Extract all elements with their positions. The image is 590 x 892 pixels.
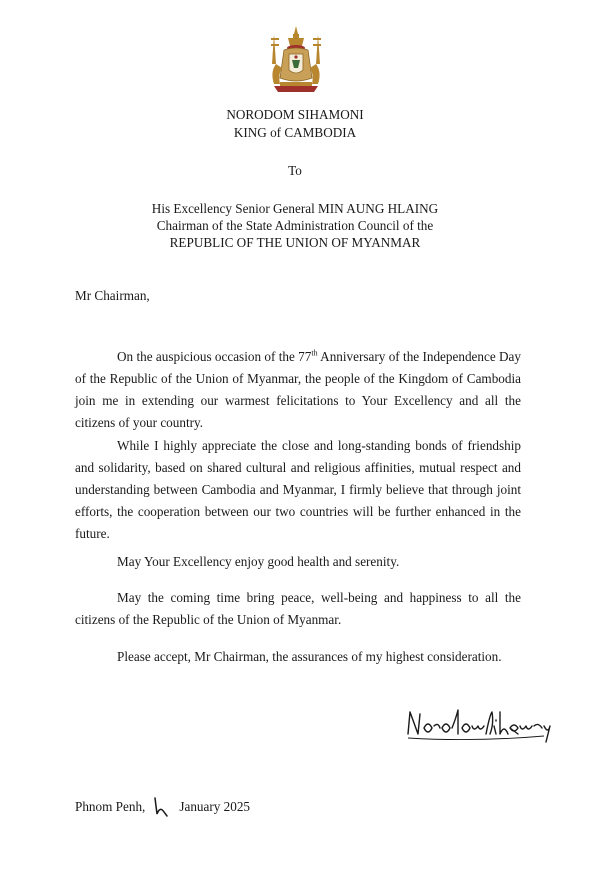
paragraph-cooperation: While I highly appreciate the close and long-standing bonds of friendship and solidarity, based on shared cultural and religious affinities, mutual respect and understanding between Cambodia and Myanmar, I firmly believe that through joint efforts, the cooperation between our two countries will be further enhanced in the future. [75,438,521,541]
paragraph-wishes-health: May Your Excellency enjoy good health and serenity. [117,554,400,569]
handwritten-day-mark [151,796,175,818]
paragraph-closing: Please accept, Mr Chairman, the assurances of my highest consideration. [117,649,502,664]
ordinal-suffix: th [311,348,318,358]
paragraph-anniversary-text-a: On the auspicious occasion of the 77 [117,349,312,364]
paragraph-anniversary [75,346,521,434]
place-and-date [75,796,250,818]
recipient-line-1: His Excellency Senior General MIN AUNG HLAING [151,201,439,216]
recipient-line-3: REPUBLIC OF THE UNION OF MYANMAR [169,235,421,250]
royal-coat-of-arms-icon [262,24,330,96]
sender-name: NORODOM SIHAMONI [226,107,364,122]
salutation: Mr Chairman, [75,288,150,303]
paragraph-anniversary-text-b: Anniversary of the Independence Day of the Republic of the Union of Myanmar, the people of the Kingdom of Cambodia join me in extending our warmest felicitations to Your Excellency and all the citizens of your country. [75,349,521,430]
date-text: January 2025 [179,799,251,814]
recipient-line-2: Chairman of the State Administration Council of the [156,218,434,233]
paragraph-wishes-peace: May the coming time bring peace, well-being and happiness to all the citizens of the Republic of the Union of Myanmar. [75,590,521,627]
place-text: Phnom Penh, [75,799,146,814]
to-label: To [288,163,302,178]
sender-title: KING of CAMBODIA [233,125,357,140]
signature-image [404,704,554,746]
